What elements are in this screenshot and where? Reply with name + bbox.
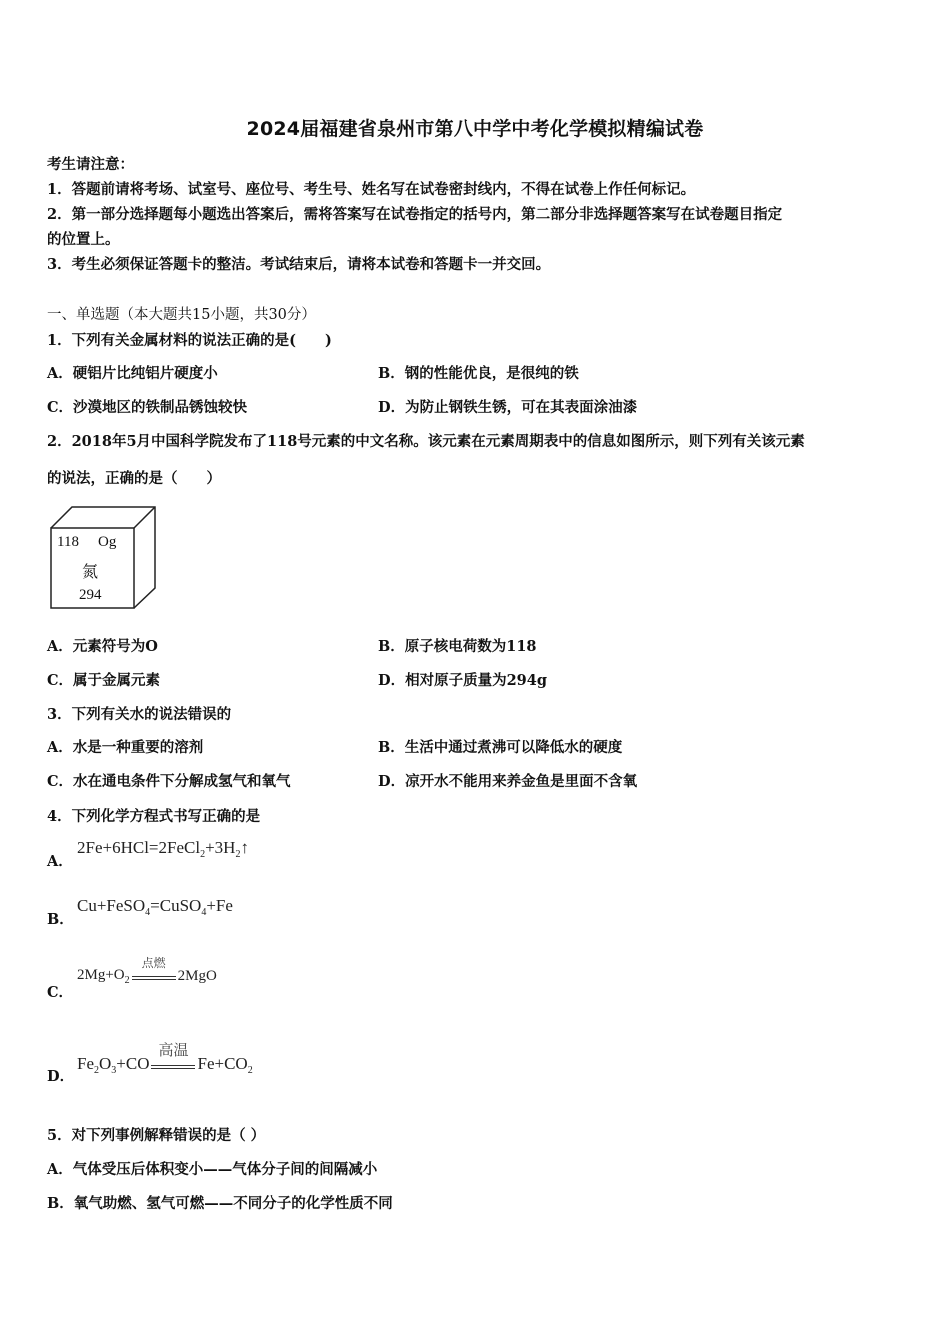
notice-item-1: 1．答题前请将考场、试室号、座位号、考生号、姓名写在试卷密封线内，不得在试卷上作任何标记。	[47, 181, 696, 198]
notice-item-2-line-2: 的位置上。	[47, 231, 120, 248]
q5-option-a: A．气体受压后体积变小——气体分子间的间隔减小	[47, 1161, 378, 1178]
element-tile-figure	[48, 504, 160, 610]
notice-heading: 考生请注意：	[47, 156, 134, 173]
q2-option-c: C．属于金属元素	[47, 672, 161, 689]
q4-option-c-label: C．	[47, 984, 74, 1001]
element-cube-outline	[48, 504, 160, 610]
q2-stem-line-2: 的说法，正确的是（ ）	[47, 470, 221, 487]
q3-option-a: A．水是一种重要的溶剂	[47, 739, 204, 756]
element-atomic-mass: 294	[79, 587, 102, 603]
q4-option-a-equation: $2Fe+6HCl=2FeCl_2+3H_2↑$	[77, 838, 249, 860]
element-chinese-name: 氮	[82, 562, 99, 581]
q1-option-c: C．沙漠地区的铁制品锈蚀较快	[47, 399, 248, 416]
q2-option-a: A．元素符号为O	[47, 638, 158, 655]
q4-c-condition-label: 点燃	[141, 956, 166, 970]
q2-stem-line-1: 2．2018年5月中国科学院发布了118号元素的中文名称。该元素在元素周期表中的信息如图所示，则下列有关该元素	[47, 433, 805, 450]
page-title: 2024届福建省泉州市第八中学中考化学模拟精编试卷	[246, 118, 704, 140]
q4-option-c-equation: $2Mg+O_2$ 点燃 2MgO	[77, 956, 217, 986]
q3-option-d: D．凉开水不能用来养金鱼是里面不含氧	[378, 773, 638, 790]
notice-item-2-line-1: 2．第一部分选择题每小题选出答案后，需将答案写在试卷指定的括号内，第二部分非选择题答案写在试卷题目指定	[47, 206, 783, 223]
q4-option-b-equation: Cu+FeSO$_4$=CuSO$_4$+Fe	[77, 896, 233, 918]
q1-option-b: B．钢的性能优良，是很纯的铁	[378, 365, 579, 382]
q4-option-a-label: A．	[47, 853, 73, 870]
q1-option-a: A．硬铝片比纯铝片硬度小	[47, 365, 218, 382]
q3-option-b: B．生活中通过煮沸可以降低水的硬度	[378, 739, 623, 756]
q3-option-c: C．水在通电条件下分解成氢气和氧气	[47, 773, 291, 790]
q5-option-b: B．氧气助燃、氢气可燃——不同分子的化学性质不同	[47, 1195, 393, 1212]
q4-d-condition-label: 高温	[158, 1043, 189, 1059]
element-symbol: Og	[98, 534, 117, 550]
q4-option-b-label: B．	[47, 911, 74, 928]
q1-stem: 1．下列有关金属材料的说法正确的是( )	[47, 332, 332, 349]
section-heading: 一、单选题（本大题共15小题，共30分）	[47, 307, 316, 323]
q4-option-d-label: D．	[47, 1068, 75, 1085]
q3-stem: 3．下列有关水的说法错误的	[47, 706, 232, 723]
q4-option-d-equation: $Fe_2O_3+CO$ 高温 $Fe+CO_2$	[77, 1053, 253, 1077]
q2-option-b: B．原子核电荷数为118	[378, 638, 537, 655]
notice-item-3: 3．考生必须保证答题卡的整洁。考试结束后，请将本试卷和答题卡一并交回。	[47, 256, 551, 273]
q2-option-d: D．相对原子质量为294g	[378, 672, 547, 689]
q4-stem: 4．下列化学方程式书写正确的是	[47, 808, 261, 825]
q5-stem: 5．对下列事例解释错误的是（ ）	[47, 1127, 266, 1144]
q1-option-d: D．为防止钢铁生锈，可在其表面涂油漆	[378, 399, 638, 416]
element-atomic-number: 118	[57, 534, 79, 550]
